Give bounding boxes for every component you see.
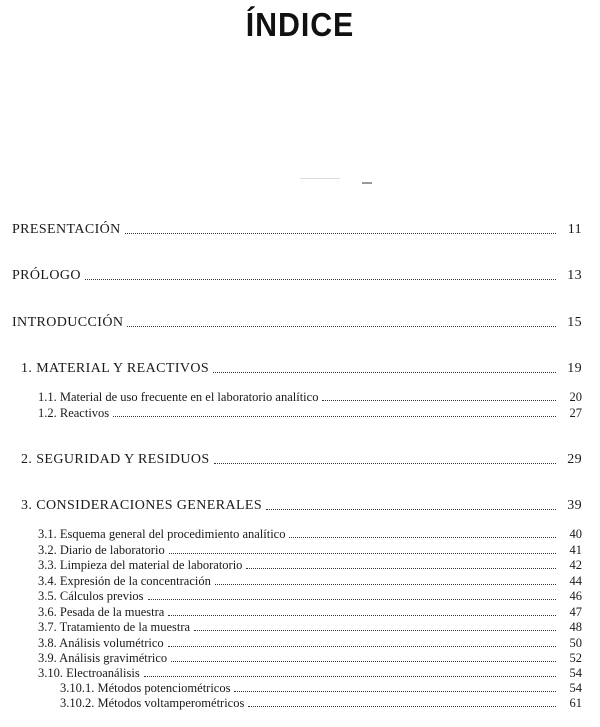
toc-entry-page: 52 bbox=[569, 651, 582, 665]
dot-leader bbox=[322, 389, 556, 401]
toc-entry-page: 13 bbox=[567, 268, 582, 283]
dot-leader bbox=[169, 542, 556, 554]
toc-entry bbox=[12, 222, 582, 238]
toc-entry-page: 27 bbox=[569, 406, 582, 420]
toc-entry bbox=[38, 650, 582, 666]
toc-entry-label: 3.1. Esquema general del procedimiento analítico bbox=[38, 527, 286, 541]
toc-entry-page: 46 bbox=[569, 589, 582, 603]
dot-leader bbox=[194, 619, 556, 631]
dot-leader bbox=[266, 498, 556, 510]
toc-entry bbox=[60, 680, 582, 696]
toc-entry-page: 61 bbox=[569, 696, 582, 710]
toc-entry bbox=[38, 573, 582, 589]
toc-entry-page: 44 bbox=[569, 574, 582, 588]
page-title: ÍNDICE bbox=[245, 6, 355, 43]
toc-entry bbox=[60, 695, 582, 711]
toc-entry-page: 42 bbox=[569, 558, 582, 572]
toc-entry-page: 11 bbox=[567, 222, 582, 237]
toc-entry bbox=[38, 405, 582, 421]
toc-entry bbox=[38, 526, 582, 542]
toc-entry bbox=[21, 498, 582, 514]
toc-entry-label: 1.2. Reactivos bbox=[38, 406, 110, 420]
toc-entry-page: 50 bbox=[569, 636, 582, 650]
toc-entry bbox=[38, 665, 582, 681]
toc-entry-label: 3.4. Expresión de la concentración bbox=[38, 574, 211, 588]
toc-entry bbox=[12, 315, 582, 331]
toc-entry-page: 40 bbox=[569, 527, 582, 541]
toc-entry-label: 1.1. Material de uso frecuente en el laboratorio analítico bbox=[38, 390, 319, 404]
toc-entry-label: 3.7. Tratamiento de la muestra bbox=[38, 620, 191, 634]
dot-leader bbox=[248, 695, 556, 707]
toc-entry-page: 54 bbox=[569, 681, 582, 695]
dot-leader bbox=[85, 268, 556, 280]
toc-entry-page: 19 bbox=[567, 361, 582, 376]
toc-entry-label: 3.2. Diario de laboratorio bbox=[38, 543, 165, 557]
dot-leader bbox=[214, 452, 556, 464]
dot-leader bbox=[234, 680, 556, 692]
toc-entry-page: 47 bbox=[569, 605, 582, 619]
toc-entry bbox=[21, 361, 582, 377]
dot-leader bbox=[148, 588, 556, 600]
dot-leader bbox=[215, 573, 556, 585]
toc-entry-label: 3. CONSIDERACIONES GENERALES bbox=[21, 498, 263, 513]
dot-leader bbox=[113, 405, 556, 417]
toc-entry-page: 29 bbox=[567, 452, 582, 467]
toc-entry bbox=[38, 588, 582, 604]
toc-entry-label: 3.8. Análisis volumétrico bbox=[38, 636, 164, 650]
toc-entry-label: 3.10. Electroanálisis bbox=[38, 666, 140, 680]
toc-entry-label: 3.10.2. Métodos voltamperométricos bbox=[60, 696, 245, 710]
toc-entry-label: PRÓLOGO bbox=[12, 268, 81, 283]
toc-entry-page: 20 bbox=[569, 390, 582, 404]
dot-leader bbox=[213, 361, 556, 373]
toc-entry-label: 3.9. Análisis gravimétrico bbox=[38, 651, 168, 665]
dot-leader bbox=[144, 665, 556, 677]
toc-entry bbox=[21, 452, 582, 468]
toc-entry-page: 15 bbox=[567, 315, 582, 330]
toc-entry bbox=[38, 604, 582, 620]
dot-leader bbox=[168, 635, 556, 647]
dot-leader bbox=[125, 222, 556, 234]
dot-leader bbox=[168, 604, 556, 616]
dot-leader bbox=[171, 650, 556, 662]
dot-leader bbox=[289, 526, 556, 538]
toc-entry-page: 41 bbox=[569, 543, 582, 557]
toc-entry-page: 48 bbox=[569, 620, 582, 634]
toc-entry-page: 39 bbox=[567, 498, 582, 513]
toc-entry-label: 3.10.1. Métodos potenciométricos bbox=[60, 681, 231, 695]
toc-entry-label: 2. SEGURIDAD Y RESIDUOS bbox=[21, 452, 210, 467]
toc-entry-label: INTRODUCCIÓN bbox=[12, 315, 124, 330]
toc-entry-label: 3.5. Cálculos previos bbox=[38, 589, 144, 603]
toc-entry-label: 3.6. Pesada de la muestra bbox=[38, 605, 165, 619]
toc-entry-page: 54 bbox=[569, 666, 582, 680]
toc-entry bbox=[38, 557, 582, 573]
toc-entry bbox=[38, 389, 582, 405]
toc-entry-label: PRESENTACIÓN bbox=[12, 222, 121, 237]
toc-entry bbox=[12, 268, 582, 284]
toc-entry bbox=[38, 619, 582, 635]
toc-entry-label: 1. MATERIAL Y REACTIVOS bbox=[21, 361, 210, 376]
dot-leader bbox=[246, 557, 556, 569]
dot-leader bbox=[127, 315, 556, 327]
toc-entry bbox=[38, 542, 582, 558]
toc-entry bbox=[38, 635, 582, 651]
toc-entry-label: 3.3. Limpieza del material de laboratorio bbox=[38, 558, 243, 572]
